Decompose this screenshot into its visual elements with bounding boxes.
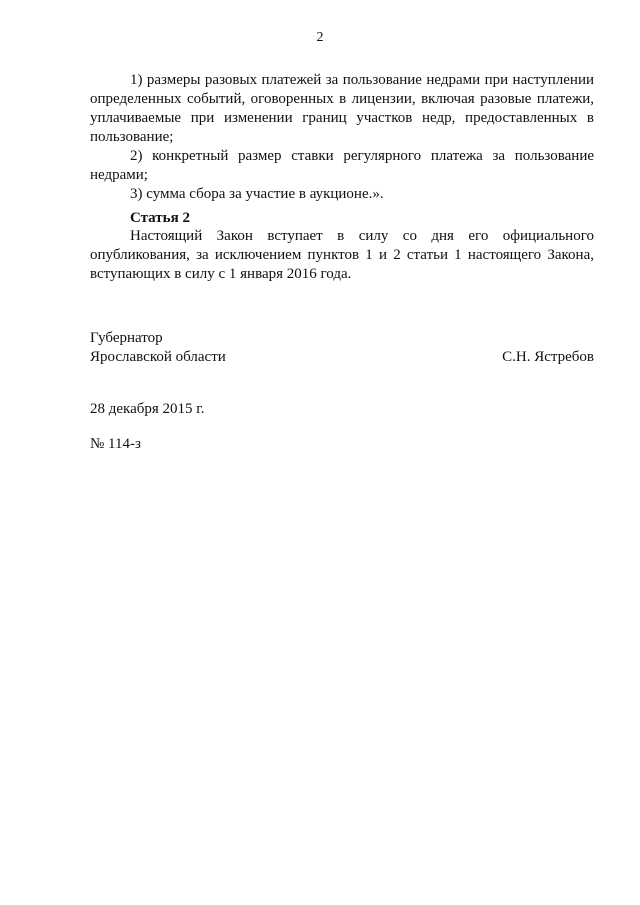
item-2: 2) конкретный размер ставки регулярного платежа за пользование недрами; xyxy=(90,148,594,183)
article-1-items xyxy=(90,71,594,204)
signatory-name: С.Н. Ястребов xyxy=(502,349,594,365)
item-1: 1) размеры разовых платежей за пользование недрами при наступлении определенных событий, оговоренных в лицензии, включая разовые платежи, уплачиваемые при изменении границ участков недр, предоставленных в пользование; xyxy=(90,72,594,145)
signatory-title-line-2: Ярославской области xyxy=(90,349,226,365)
law-number: № 114-з xyxy=(90,436,141,452)
article-2-heading: Статья 2 xyxy=(130,210,190,226)
page-number: 2 xyxy=(316,30,324,45)
signature-block xyxy=(90,329,594,367)
article-2-body xyxy=(90,227,594,284)
signature-row xyxy=(90,348,594,367)
item-3: 3) сумма сбора за участие в аукционе.». xyxy=(130,186,384,202)
article-2-text: Настоящий Закон вступает в силу со дня его официального опубликования, за исключением пунктов 1 и 2 статьи 1 настоящего Закона, вступающих в силу с 1 января 2016 года. xyxy=(90,228,594,282)
signatory-title-line-1: Губернатор xyxy=(90,330,163,346)
signing-date: 28 декабря 2015 г. xyxy=(90,401,205,417)
